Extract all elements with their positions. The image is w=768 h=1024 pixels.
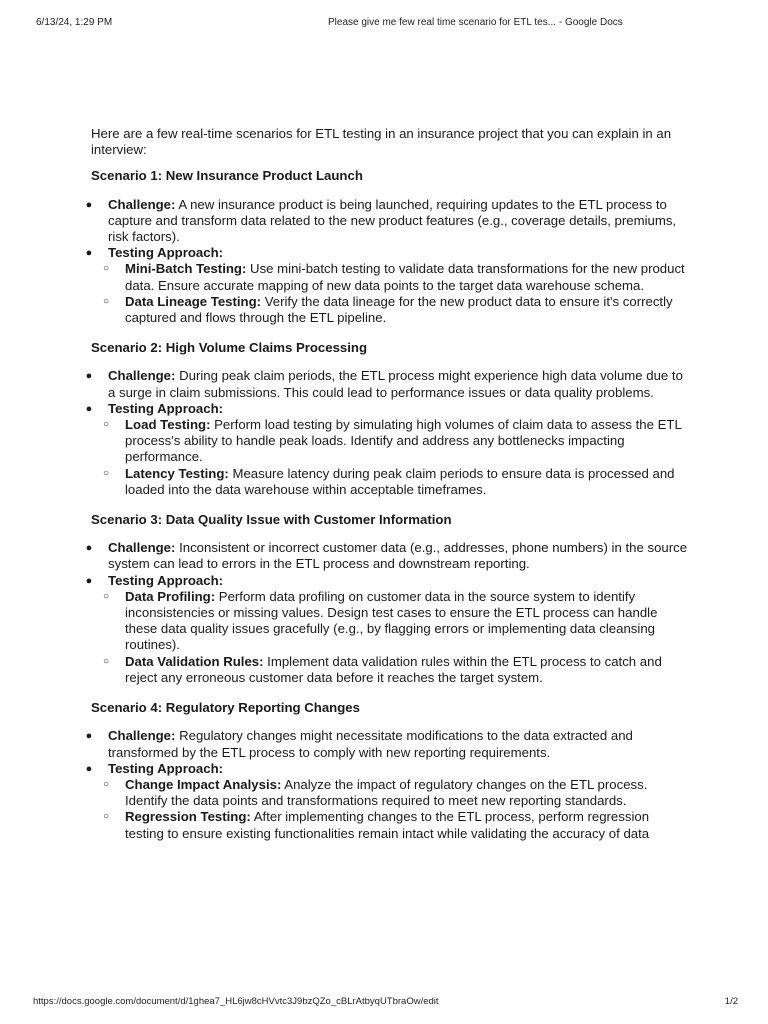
bullet-circle-icon: ○ bbox=[102, 811, 110, 823]
bullet-circle-icon: ○ bbox=[102, 295, 110, 307]
approach-sub-list bbox=[102, 261, 691, 326]
approach-sub-list bbox=[102, 417, 691, 498]
bullet-disc-icon: ● bbox=[85, 542, 93, 555]
scenario-bullet-list bbox=[85, 540, 691, 686]
approach-item bbox=[85, 572, 691, 686]
bullet-disc-icon: ● bbox=[85, 574, 93, 587]
scenario-section bbox=[85, 168, 691, 326]
bullet-circle-icon: ○ bbox=[102, 778, 110, 790]
sub-item-text: Implement data validation rules within the ETL process to catch and reject any erroneous customer data before it reaches the target system. bbox=[125, 653, 662, 685]
approach-label: Testing Approach: bbox=[108, 760, 224, 776]
bullet-disc-icon: ● bbox=[85, 762, 93, 775]
sub-item-text: Analyze the impact of regulatory changes on the ETL process. Identify the data points and transformations required to meet new reporting standards. bbox=[125, 776, 648, 809]
approach-sub-list bbox=[102, 776, 691, 842]
print-doc-title: Please give me few real time scenario for ETL tes... - Google Docs bbox=[328, 17, 623, 28]
approach-item bbox=[85, 760, 691, 842]
sub-item-label: Latency Testing: bbox=[125, 465, 229, 481]
challenge-text: During peak claim periods, the ETL process might experience high data volume due to a surge in claim submissions. This could lead to performance issues or data quality problems. bbox=[108, 368, 683, 400]
approach-label: Testing Approach: bbox=[108, 245, 224, 261]
sub-item-text: After implementing changes to the ETL process, perform regression testing to ensure existing functionalities remain intact while validating the accuracy of data bbox=[125, 809, 650, 841]
scenario-section bbox=[85, 340, 691, 498]
challenge-text: A new insurance product is being launched, requiring updates to the ETL process to capture and transform data related to the new product features (e.g., coverage details, premiums, risk factors). bbox=[108, 196, 677, 245]
approach-sub-item bbox=[102, 465, 691, 498]
sub-item-label: Load Testing: bbox=[125, 417, 211, 433]
sub-item-label: Change Impact Analysis: bbox=[125, 776, 282, 792]
bullet-circle-icon: ○ bbox=[102, 655, 110, 667]
document-body bbox=[85, 126, 691, 856]
sub-item-label: Data Validation Rules: bbox=[125, 653, 264, 669]
challenge-item bbox=[85, 540, 691, 572]
print-footer bbox=[33, 996, 738, 1010]
scenario-heading: Scenario 3: Data Quality Issue with Customer Information bbox=[91, 512, 452, 528]
challenge-label: Challenge: bbox=[108, 540, 176, 556]
sub-item-text: Perform data profiling on customer data in the source system to identify inconsistencies or missing values. Design test cases to ensure the ETL process can handle these data quality issues gracefully (e.g., by flagging errors or implementing data cleansing routines). bbox=[125, 588, 658, 653]
challenge-item bbox=[85, 368, 691, 400]
print-header bbox=[36, 17, 738, 31]
bullet-circle-icon: ○ bbox=[102, 263, 110, 275]
approach-sub-item bbox=[102, 293, 691, 326]
bullet-disc-icon: ● bbox=[85, 198, 93, 211]
print-date: 6/13/24, 1:29 PM bbox=[36, 17, 113, 28]
challenge-text: Inconsistent or incorrect customer data (e.g., addresses, phone numbers) in the source system can lead to errors in the ETL process and downstream reporting. bbox=[108, 540, 688, 572]
approach-item bbox=[85, 400, 691, 498]
page-counter: 1/2 bbox=[724, 996, 738, 1007]
bullet-disc-icon: ● bbox=[85, 402, 93, 415]
bullet-disc-icon: ● bbox=[85, 370, 93, 383]
challenge-label: Challenge: bbox=[108, 368, 176, 384]
intro-paragraph: Here are a few real-time scenarios for ETL testing in an insurance project that you can explain in an interview: bbox=[91, 126, 672, 158]
sub-item-text: Verify the data lineage for the new product data to ensure it's correctly captured and flows through the ETL pipeline. bbox=[125, 293, 673, 326]
scenario-bullet-list bbox=[85, 728, 691, 841]
bullet-disc-icon: ● bbox=[85, 247, 93, 260]
approach-sub-item bbox=[102, 417, 691, 466]
challenge-item bbox=[85, 196, 691, 246]
sub-item-text: Use mini-batch testing to validate data transformations for the new product data. Ensure accurate mapping of new data points to the target data warehouse schema. bbox=[125, 261, 685, 293]
sub-item-label: Data Profiling: bbox=[125, 588, 216, 604]
bullet-circle-icon: ○ bbox=[102, 419, 110, 431]
approach-label: Testing Approach: bbox=[108, 572, 224, 588]
challenge-item bbox=[85, 728, 691, 760]
challenge-text: Regulatory changes might necessitate modifications to the data extracted and transformed by the ETL process to comply with new reporting requirements. bbox=[108, 728, 633, 760]
bullet-circle-icon: ○ bbox=[102, 590, 110, 602]
approach-sub-item bbox=[102, 776, 691, 809]
challenge-label: Challenge: bbox=[108, 728, 176, 744]
bullet-disc-icon: ● bbox=[85, 730, 93, 743]
scenario-bullet-list bbox=[85, 368, 691, 498]
sub-item-text: Measure latency during peak claim periods to ensure data is processed and loaded into the data warehouse within acceptable timeframes. bbox=[125, 465, 675, 497]
scenario-bullet-list bbox=[85, 196, 691, 327]
scenario-section bbox=[85, 700, 691, 842]
print-url: https://docs.google.com/document/d/1ghea7_HL6jw8cHVvtc3J9bzQZo_cBLrAtbyqUTbraOw/edit bbox=[33, 996, 439, 1007]
approach-sub-list bbox=[102, 588, 691, 686]
approach-sub-item bbox=[102, 261, 691, 293]
approach-label: Testing Approach: bbox=[108, 400, 224, 416]
bullet-circle-icon: ○ bbox=[102, 467, 110, 479]
sub-item-label: Data Lineage Testing: bbox=[125, 293, 262, 309]
scenario-heading: Scenario 1: New Insurance Product Launch bbox=[91, 168, 363, 184]
sub-item-text: Perform load testing by simulating high volumes of claim data to assess the ETL process's ability to handle peak loads. Identify and address any bottlenecks impacting performance. bbox=[125, 417, 682, 465]
approach-sub-item bbox=[102, 653, 691, 686]
sub-item-label: Mini-Batch Testing: bbox=[125, 261, 247, 277]
sub-item-label: Regression Testing: bbox=[125, 809, 251, 825]
challenge-label: Challenge: bbox=[108, 196, 176, 212]
scenario-heading: Scenario 2: High Volume Claims Processing bbox=[91, 340, 368, 356]
approach-sub-item bbox=[102, 809, 691, 841]
approach-sub-item bbox=[102, 588, 691, 654]
scenario-section bbox=[85, 512, 691, 686]
approach-item bbox=[85, 245, 691, 326]
scenario-heading: Scenario 4: Regulatory Reporting Changes bbox=[91, 700, 360, 716]
